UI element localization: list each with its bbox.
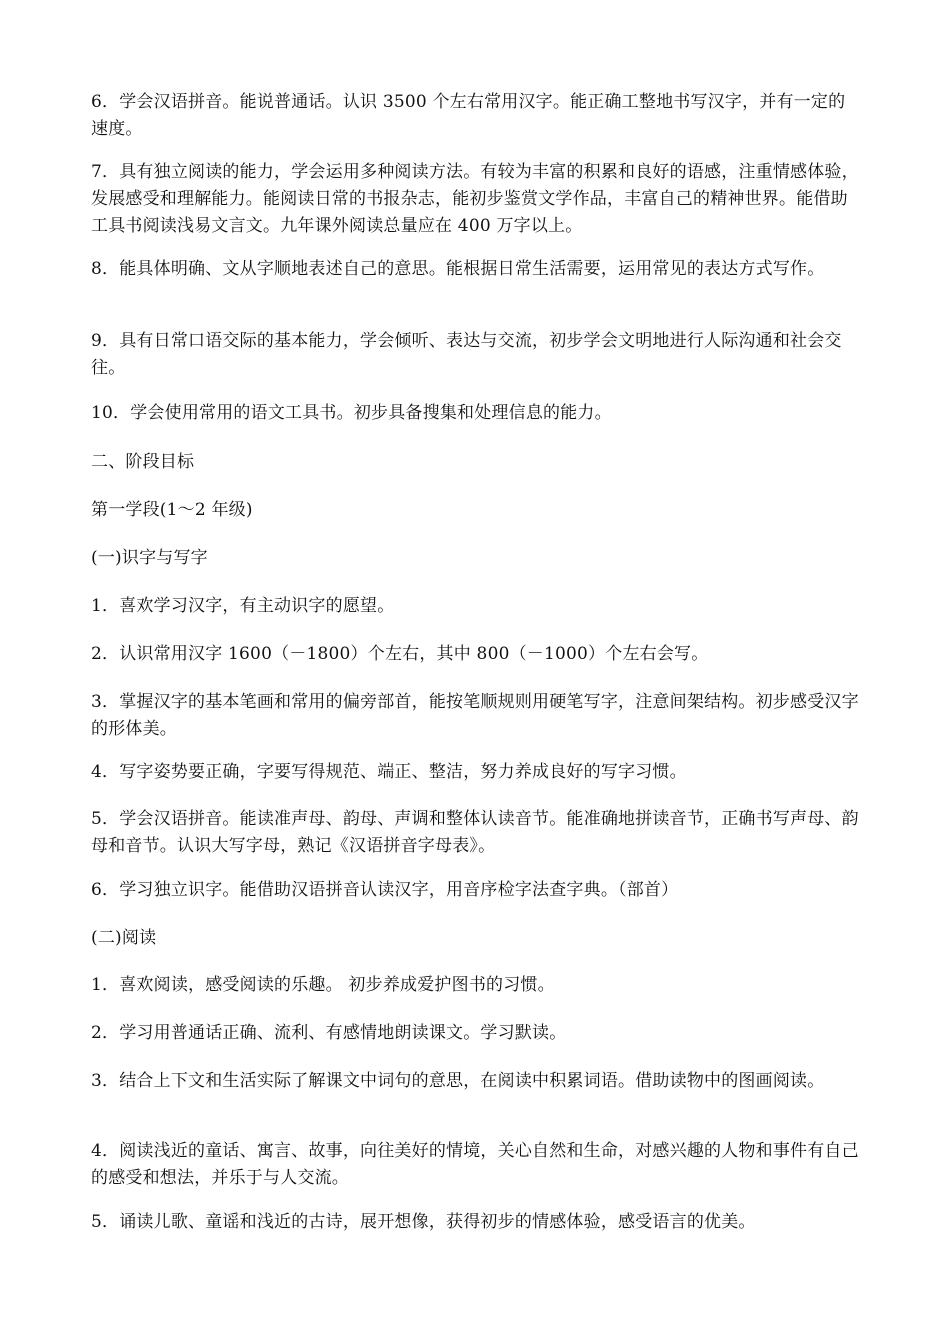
paragraph-goal-9: 9．具有日常口语交际的基本能力，学会倾听、表达与交流，初步学会文明地进行人际沟通和社会交往。 (91, 331, 842, 378)
paragraph-reading-2: 2．学习用普通话正确、流利、有感情地朗读课文。学习默读。 (91, 1023, 567, 1043)
section-heading-stage-goals: 二、阶段目标 (91, 452, 195, 472)
subheading-literacy-writing: (一)识字与写字 (91, 548, 208, 568)
paragraph-goal-8: 8．能具体明确、文从字顺地表述自己的意思。能根据日常生活需要，运用常见的表达方式写作。 (91, 259, 825, 279)
paragraph-reading-4: 4．阅读浅近的童话、寓言、故事，向往美好的情境，关心自然和生命，对感兴趣的人物和事件有自己的感受和想法，并乐于与人交流。 (91, 1141, 859, 1188)
paragraph-reading-3: 3．结合上下文和生活实际了解课文中词句的意思，在阅读中积累词语。借助读物中的图画阅读。 (91, 1071, 825, 1091)
paragraph-literacy-6: 6．学习独立识字。能借助汉语拼音认读汉字，用音序检字法查字典。（部首） (91, 880, 679, 900)
paragraph-goal-7: 7．具有独立阅读的能力，学会运用多种阅读方法。有较为丰富的积累和良好的语感，注重情感体验，发展感受和理解能力。能阅读日常的书报杂志，能初步鉴赏文学作品，丰富自己的精神世界。能借助工具书阅读浅易文言文。九年课外阅读总量应在 400 万字以上。 (91, 162, 859, 236)
subheading-first-stage: 第一学段(1～2 年级) (91, 500, 253, 520)
subheading-reading: (二)阅读 (91, 928, 157, 948)
paragraph-goal-10: 10．学会使用常用的语文工具书。初步具备搜集和处理信息的能力。 (91, 403, 612, 423)
paragraph-literacy-4: 4．写字姿势要正确，字要写得规范、端正、整洁，努力养成良好的写字习惯。 (91, 762, 687, 782)
paragraph-literacy-2: 2．认识常用汉字 1600（－1800）个左右，其中 800（－1000）个左右会写。 (91, 644, 709, 664)
paragraph-literacy-3: 3．掌握汉字的基本笔画和常用的偏旁部首，能按笔顺规则用硬笔写字，注意间架结构。初步感受汉字的形体美。 (91, 692, 859, 739)
paragraph-reading-5: 5．诵读儿歌、童谣和浅近的古诗，展开想像，获得初步的情感体验，感受语言的优美。 (91, 1212, 756, 1232)
paragraph-goal-6: 6．学会汉语拼音。能说普通话。认识 3500 个左右常用汉字。能正确工整地书写汉字，并有一定的速度。 (91, 92, 846, 139)
paragraph-literacy-1: 1．喜欢学习汉字，有主动识字的愿望。 (91, 596, 395, 616)
paragraph-reading-1: 1．喜欢阅读，感受阅读的乐趣。 初步养成爱护图书的习惯。 (91, 975, 555, 995)
paragraph-literacy-5: 5．学会汉语拼音。能读准声母、韵母、声调和整体认读音节。能准确地拼读音节，正确书写声母、韵母和音节。认识大写字母，熟记《汉语拼音字母表》。 (91, 809, 859, 856)
